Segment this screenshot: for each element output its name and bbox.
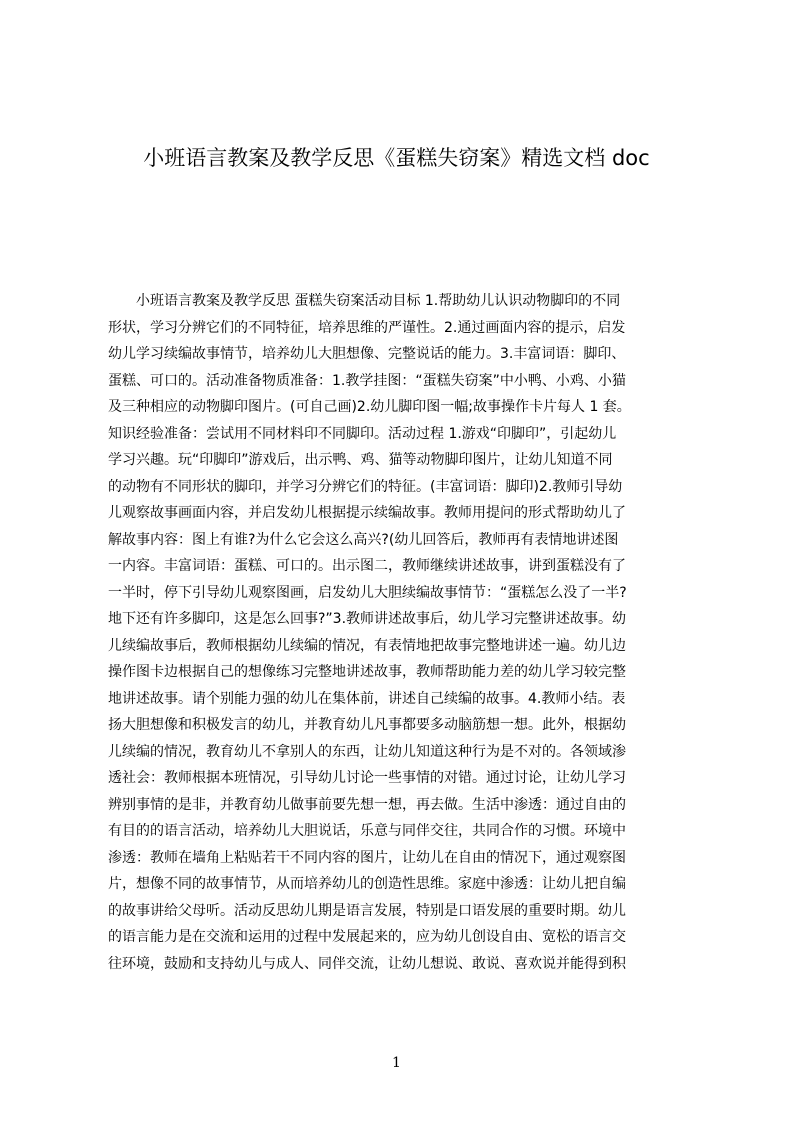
body-line: 的动物有不同形状的脚印，并学习分辨它们的特征。(丰富词语：脚印)2.教师引导幼	[108, 478, 623, 495]
body-line: 的语言能力是在交流和运用的过程中发展起来的，应为幼儿创设自由、宽松的语言交	[108, 929, 626, 945]
body-line: 地下还有许多脚印，这是怎么回事?”3.教师讲述故事后，幼儿学习完整讲述故事。幼	[108, 611, 627, 627]
body-line: 地讲述故事。请个别能力强的幼儿在集体前，讲述自己续编的故事。4.教师小结。表	[108, 690, 626, 707]
document-title: 小班语言教案及教学反思《蛋糕失窃案》精选文档 doc	[143, 146, 650, 170]
body-line: 透社会：教师根据本班情况，引导幼儿讨论一些事情的对错。通过讨论，让幼儿学习	[108, 770, 626, 786]
body-line: 蛋糕、可口的。活动准备物质准备：1.教学挂图：“蛋糕失窃案”中小鸭、小鸡、小猫	[108, 372, 626, 389]
body-line: 幼儿学习续编故事情节，培养幼儿大胆想像、完整说话的能力。3.丰富词语：脚印、	[108, 346, 626, 362]
body-line: 扬大胆想像和积极发言的幼儿，并教育幼儿凡事都要多动脑筋想一想。此外，根据幼	[108, 717, 626, 733]
body-line: 儿观察故事画面内容，并启发幼儿根据提示续编故事。教师用提问的形式帮助幼儿了	[108, 505, 626, 521]
body-line: 有目的的语言活动，培养幼儿大胆说话，乐意与同伴交往，共同合作的习惯。环境中	[108, 823, 626, 839]
body-line: 的故事讲给父母听。活动反思幼儿期是语言发展，特别是口语发展的重要时期。幼儿	[108, 902, 626, 919]
body-line: 儿续编故事后，教师根据幼儿续编的情况，有表情地把故事完整地讲述一遍。幼儿边	[108, 637, 626, 654]
body-line: 小班语言教案及教学反思 蛋糕失窃案活动目标 1.帮助幼儿认识动物脚印的不同	[108, 293, 621, 309]
body-line: 知识经验准备：尝试用不同材料印不同脚印。活动过程 1.游戏“印脚印”，引起幼儿	[108, 425, 617, 442]
body-line: 片，想像不同的故事情节，从而培养幼儿的创造性思维。家庭中渗透：让幼儿把自编	[108, 876, 626, 892]
body-line: 形状，学习分辨它们的不同特征，培养思维的严谨性。2.通过画面内容的提示，启发	[108, 319, 626, 336]
body-line: 儿续编的情况，教育幼儿不拿别人的东西，让幼儿知道这种行为是不对的。各领域渗	[108, 743, 626, 760]
body-line: 渗透：教师在墙角上粘贴若干不同内容的图片，让幼儿在自由的情况下，通过观察图	[108, 849, 626, 866]
body-line: 操作图卡边根据自己的想像练习完整地讲述故事，教师帮助能力差的幼儿学习较完整	[108, 664, 626, 680]
body-line: 学习兴趣。玩“印脚印”游戏后，出示鸭、鸡、猫等动物脚印图片，让幼儿知道不同	[108, 452, 613, 468]
body-line: 及三种相应的动物脚印图片。(可自己画)2.幼儿脚印图一幅;故事操作卡片每人 1 套。	[108, 399, 631, 415]
document-body	[108, 288, 698, 977]
body-line: 一半时，停下引导幼儿观察图画，启发幼儿大胆续编故事情节：“蛋糕怎么没了一半?	[108, 584, 627, 601]
body-line: 一内容。丰富词语：蛋糕、可口的。出示图二，教师继续讲述故事，讲到蛋糕没有了	[108, 558, 626, 574]
body-line: 解故事内容：图上有谁?为什么它会这么高兴?(幼儿回答后，教师再有表情地讲述图	[108, 531, 619, 548]
page-number: 1	[392, 1055, 401, 1071]
body-line: 辨别事情的是非，并教育幼儿做事前要先想一想，再去做。生活中渗透：通过自由的	[108, 796, 626, 813]
body-line: 往环境，鼓励和支持幼儿与成人、同伴交流，让幼儿想说、敢说、喜欢说并能得到积	[108, 955, 626, 972]
